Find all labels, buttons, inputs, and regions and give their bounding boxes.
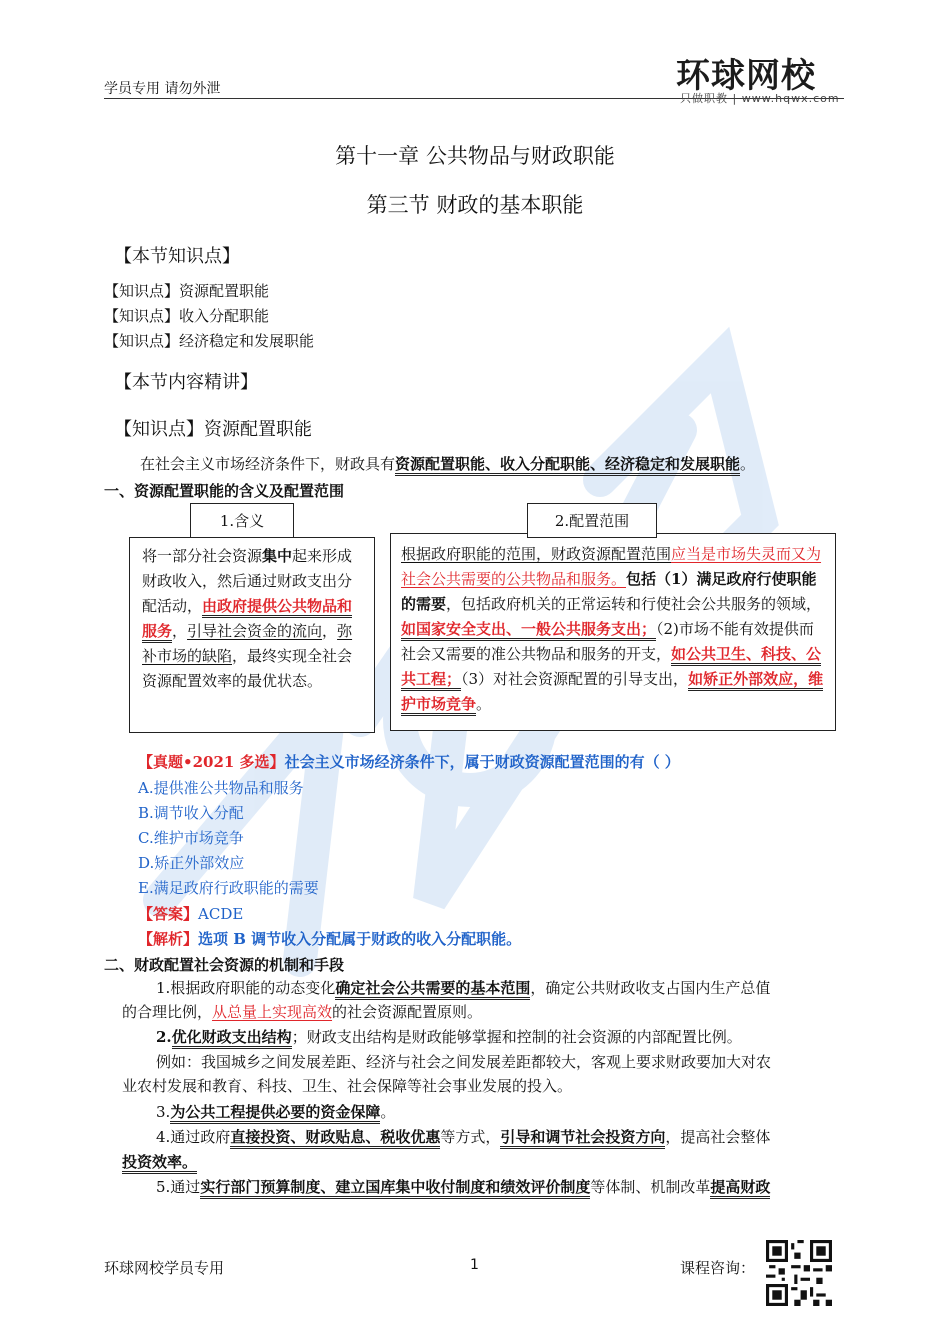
text: 的社会资源配置原则。 [332,1003,483,1021]
part1-heading: 一、资源配置职能的含义及配置范围 [104,482,345,500]
intro-emphasis: 资源配置职能、收入分配职能、经济稳定和发展职能 [395,455,740,476]
part2-item-1 [156,976,770,1000]
box1-text: ，最终实现全社会资源配置效率的最优状态。 [142,647,353,690]
option-a: A.提供准公共物品和服务 [138,779,304,797]
part2-item-3 [156,1100,395,1124]
box2-emphasis: 如矫正外部效应，维护市场竞争 [401,670,823,716]
option-b: B.调节收入分配 [138,804,244,822]
answer-line [138,902,243,926]
emphasis: 引导和调节社会投资方向 [500,1128,665,1149]
question-tag: 【真题•2021 多选】 [138,753,285,771]
analysis-line [138,927,521,951]
part2-item-5 [156,1175,770,1199]
box2-emphasis: 如公共卫生、科技、公共工程； [401,645,821,691]
box2-emphasis: 如国家安全支出、一般公共服务支出； [401,620,656,641]
scope-box-title: 2.配置范围 [527,503,657,538]
text: 4.通过政府 [156,1128,231,1146]
box1-underlined: 弥补市场的缺陷 [142,622,353,665]
box1-text: 将一部分社会资源 [142,547,263,565]
emphasis: 投资效率。 [122,1153,197,1174]
knowledge-heading: 【本节知识点】 [114,246,240,267]
answer-value: ACDE [198,905,244,923]
definition-box [129,537,375,733]
part2-item-4-cont [122,1150,197,1174]
text: 3. [156,1103,171,1121]
emphasis: 提高财政 [710,1178,770,1199]
box1-text: 起来形成财政收入，然后通过财政支出分配活动， [142,547,353,615]
box2-bold-text: 包括（1）满足政府行使职能的需要 [401,570,817,613]
knowledge-item: 【知识点】资源配置职能 [104,282,270,300]
box1-text: 集中 [262,547,293,565]
part2-item-1-cont [122,1000,482,1024]
analysis-tag: 【解析】 [138,930,199,948]
question-stem: 社会主义市场经济条件下，属于财政资源配置范围的有（ ） [284,753,680,771]
logo-text: 环球网校 [676,56,816,96]
intro-end: 。 [740,455,756,473]
box1-underlined: 引导社会资金的流向 [187,622,323,640]
knowledge-item: 【知识点】收入分配职能 [104,307,270,325]
box2-text: （3）对社会资源配置的引导支出， [461,670,689,688]
intro-lead: 在社会主义市场经济条件下，财政具有 [140,455,396,473]
text: 。 [380,1103,396,1121]
text: 等体制、机制改革 [590,1178,711,1196]
text: ，提高社会整体 [665,1128,771,1146]
box1-text: ， [172,622,188,640]
header-confidential-note: 学员专用 请勿外泄 [104,81,221,97]
box1-emphasis: 由政府提供公共物品和服务 [142,597,352,643]
exam-question [138,750,680,774]
course-consult-label: 课程咨询： [680,1259,756,1277]
part2-item-4 [156,1125,770,1149]
box2-text: 。 [476,695,492,713]
chapter-title: 第十一章 公共物品与财政职能 [335,144,615,168]
emphasis: 为公共工程提供必要的资金保障 [170,1103,380,1124]
example-line: 例如：我国城乡之间发展差距、经济与社会之间发展差距都较大，客观上要求财政要加大对农 [156,1053,772,1071]
content-heading: 【本节内容精讲】 [114,372,258,393]
text: ，确定公共财政收支占国内生产总值 [530,979,771,997]
box1-text: ， [322,622,338,640]
box2-red-text: 应当是市场失灵而又为社会公共需要的公共物品和服务。 [401,545,822,588]
text: 的合理比例， [122,1003,213,1021]
definition-box-title: 1.含义 [190,503,294,538]
box2-text: （2)市场不能有效提供而社会又需要的准公共物品和服务的开支， [401,620,814,663]
emphasis: 确定社会公共需要的基本范围 [335,979,530,1000]
footer-left-text: 环球网校学员专用 [104,1259,225,1277]
knowledge-item: 【知识点】经济稳定和发展职能 [104,332,315,350]
emphasis: 实行部门预算制度、建立国库集中收付制度和绩效评价制度 [200,1178,590,1199]
analysis-text: 选项 B 调节收入分配属于财政的收入分配职能。 [198,930,522,948]
brand-logo [676,48,846,108]
box2-text: ，包括政府机关的正常运转和行使社会公共服务的领域， [446,595,822,613]
intro-paragraph [140,452,755,476]
red-underlined: 从总量上实现高效 [212,1003,333,1021]
text: 等方式， [440,1128,501,1146]
emphasis: 直接投资、财政贴息、税收优惠 [230,1128,440,1149]
qr-code-icon[interactable] [766,1240,832,1306]
logo-subtitle: 只做职教 | www.hqwx.com [680,92,840,105]
section-title: 第三节 财政的基本职能 [366,193,584,217]
page-number: 1 [470,1257,479,1273]
text: 2. [156,1028,172,1046]
text: ；财政支出结构是财政能够掌握和控制的社会资源的内部配置比例。 [291,1028,742,1046]
option-c: C.维护市场竞争 [138,829,244,847]
text: 1.根据政府职能的动态变化 [156,979,336,997]
part2-heading: 二、财政配置社会资源的机制和手段 [104,956,345,974]
box2-underlined: 根据政府职能的范围，财政资源配置范围 [401,545,672,563]
answer-tag: 【答案】 [138,905,199,923]
scope-box [390,533,836,731]
option-d: D.矫正外部效应 [138,854,245,872]
text: 5.通过 [156,1178,201,1196]
option-e: E.满足政府行政职能的需要 [138,879,319,897]
part2-item-2 [156,1025,742,1049]
point-heading: 【知识点】资源配置职能 [114,419,312,440]
example-line-cont: 业农村发展和教育、科技、卫生、社会保障等社会事业发展的投入。 [122,1077,573,1095]
emphasis: 优化财政支出结构 [172,1028,292,1049]
